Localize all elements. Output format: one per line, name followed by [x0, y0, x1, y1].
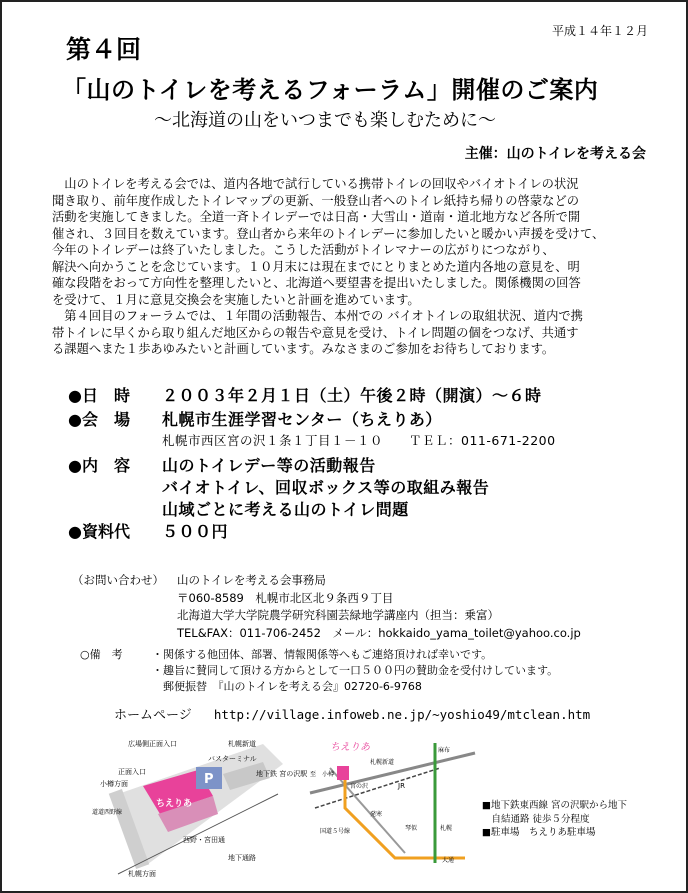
route5-label: 国道５号線: [320, 828, 351, 835]
contact-label: （お問い合わせ）: [72, 573, 164, 587]
subway-station-label: 地下鉄 宮の沢駅: [256, 770, 308, 778]
contact-line: 北海道大学大学院農学研究科園芸緑地学講座内（担当：乗富）: [177, 608, 499, 622]
contact-block: [72, 572, 581, 642]
hassamu-label: 発寒: [370, 811, 383, 818]
contact-line: 山のトイレを考える会事務局: [177, 573, 326, 587]
underground-label: 地下通路: [228, 854, 256, 862]
chieria-map-label: ちえりあ: [330, 742, 370, 753]
bus-terminal-label: バスターミナル: [208, 755, 257, 763]
event-details: [68, 385, 668, 543]
contact-line: TEL&FAX：011-706-2452 メール：hokkaido_yama_toilet@yahoo.co.jp: [177, 625, 581, 640]
sapporo-dir-label: 札幌方面: [128, 870, 156, 878]
date-label: ●日 時: [68, 386, 130, 405]
chieria-label: ちえりあ: [156, 799, 193, 809]
oodori-label: 道道西野線: [92, 809, 123, 816]
sapporo-shindo-label: 札幌新道: [228, 740, 256, 748]
content-row: [68, 455, 668, 477]
content-item: 山域ごとに考える山のトイレ問題: [162, 500, 409, 519]
notes-line: ・関係する他団体、部署、情報関係等へもご連絡頂ければ幸いです。: [152, 648, 493, 661]
intro-paragraph: 山のトイレを考える会では、道内各地で試行している携帯トイレの回収やバイオトイレの状況 聞き取り、前年度作成したトイレマップの更新、一般登山者へのトイレ紙持ち帰りの啓蒙などの 活動を実施してきました。全道一斉トイレデーでは日高・大雪山・道南・道北地方など各所で開 催され、３回目を数えています。登山者から来年のトイレデーに参加したいと暖かい声援を受けて、 今年のトイレデーは終了いたしました。こうした活動がトイレマナーの広がりにつながり、 解決へ向かうことを念じています。１０月末には現在までにとりまとめた道内各地の意見を、明 確な段階をおって方向性を整理したいと、北海道へ要望書を提出いたしました。関係機関の回答 を受けて、１月に意見交換会を実施したいと計画を進めています。 第４回目のフォーラムでは、１年間の活動報告、本州での バイオトイレの取組状況、道内で携 帯トイレに早くから取り組んだ地区からの報告や意見を受け、トイレ問題の個をつなげ、共通す る課題へまた１歩あゆみたいと計画しています。みなさまのご参加をお待ちしております。: [52, 177, 605, 356]
content-row-3: [68, 499, 668, 521]
odori-label: 大通: [442, 857, 455, 864]
homepage-row: [114, 704, 590, 723]
notes-line: ・趣旨に賛同して頂ける方からとして一口５００円の賛助金を受付けしています。: [152, 664, 559, 677]
fee-row: [68, 521, 668, 543]
content-label: ●内 容: [68, 456, 130, 475]
content-item: バイオトイレ、回収ボックス等の取組み報告: [162, 478, 490, 497]
area-map: [310, 738, 480, 868]
organizer: 主催：山のトイレを考える会: [464, 146, 646, 162]
chieria-marker: [337, 766, 349, 780]
miyanosawa-label: 宮の沢: [350, 783, 369, 790]
title-edition: 第４回: [66, 35, 142, 64]
entrance-main-label: 正面入口: [118, 768, 146, 776]
issue-date: 平成１４年１２月: [551, 24, 648, 38]
venue-detail-map: [88, 734, 308, 884]
subtitle: ～北海道の山をいつまでも楽しむために～: [154, 110, 496, 131]
fee-label: ●資料代: [68, 522, 130, 541]
entrance-front-label: 広場側正面入口: [128, 740, 177, 748]
notes-line: 郵便振替 『山のトイレを考える会』02720-6-9768: [152, 680, 422, 693]
venue-label: ●会 場: [68, 410, 130, 429]
parking-icon: P: [204, 772, 214, 787]
asabu-label: 麻布: [438, 747, 451, 754]
venue-address: 札幌市西区宮の沢１条１丁目１－１０ ＴＥＬ：011-671-2200: [162, 433, 556, 448]
date-value: ２００３年２月１日（土）午後２時（開演）～６時: [162, 386, 542, 405]
otaru-label: 至 小樽: [310, 771, 335, 778]
content-item: 山のトイレデー等の活動報告: [162, 456, 376, 475]
nishino-label: 西野・宮田通: [183, 836, 225, 844]
notes-label: ○備 考: [80, 648, 123, 661]
subway-tozai-line: [345, 778, 465, 858]
map-note: [482, 799, 627, 840]
jr-label: JR: [398, 782, 405, 790]
content-row-2: [68, 477, 668, 499]
map-note-line: ■地下鉄東西線 宮の沢駅から地下: [482, 800, 627, 811]
map-note-line: ■駐車場 ちえりあ駐車場: [482, 827, 596, 838]
kotoni-label: 琴似: [405, 825, 418, 832]
notes-block: [80, 647, 558, 695]
fee-value: ５００円: [162, 522, 229, 541]
title-main: 「山のトイレを考えるフォーラム」開催のご案内: [62, 76, 599, 104]
otaru-dir-label: 小樽方面: [100, 780, 128, 788]
shindo-label: 札幌新道: [370, 759, 395, 766]
sapporo-label: 札幌: [440, 825, 453, 832]
venue-address-row: [68, 431, 668, 451]
homepage-label: ホームページ: [114, 708, 192, 723]
contact-line: 〒060-8589 札幌市北区北９条西９丁目: [177, 590, 394, 605]
venue-value: 札幌市生涯学習センター（ちえりあ）: [162, 410, 442, 429]
map-note-line: 自結通路 徒歩５分程度: [482, 813, 590, 825]
road-route5: [330, 768, 405, 853]
venue-row: [68, 409, 668, 431]
date-row: [68, 385, 668, 407]
homepage-link[interactable]: http://village.infoweb.ne.jp/~yoshio49/mtclean.htm: [213, 707, 591, 722]
